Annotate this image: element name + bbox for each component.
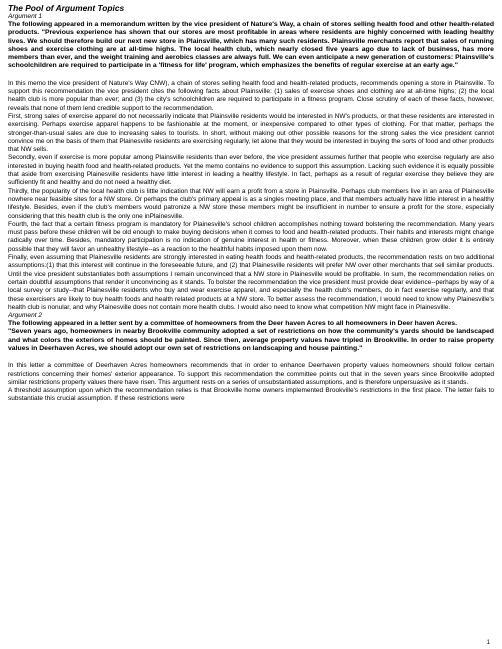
argument-2-label: Argument 2 [8,312,43,320]
argument-1-paragraph: Fourth, the fact that a certain fitness program is mandatory for Plainesville's school children accomplishes nothing toward bolstering the recommendation. Many years must pass before these children will be old enough to make buying decisions when it comes to food and health-related products. Their habits and interests might change radically over time. Besides, mandatory participation is no indication of genuine interest in health or fitness. Moreover, when these children grow older it is entirely possible that they will favor an unhealthy lifestyle--as a reaction to the healthful habits imposed upon them now. [8,220,494,253]
argument-1-prompt: The following appeared in a memorandum written by the vice president of Nature's Way, a chain of stores selling health food and other health-related products. "Previous experience has shown that our stores are most profitable in areas where residents are highly concerned with leading healthy lives. We should therefore build our next new store in Plainsville, which has many such residents. Plainsville merchants report that sales of running shoes and exercise clothing are at all-time highs. The local health club, which nearly closed five years ago due to lack of business, has more members than ever, and the weight training and aerobics classes are always full. We can even anticipate a new generation of customers: Plainsville's schoolchildren are required to participate in a 'fitness for life' program, which emphasizes the benefits of regular exercise at an early age." [8,21,494,70]
argument-2-prompt-quote: "Seven years ago, homeowners in nearby Brookville community adopted a set of restrictions on how the community's yards should be landscaped and what colors the exteriors of homes should be painted. Since then, average property values have tripled in Brookville. In order to raise property values in Deerhaven Acres, we should adopt our own set of restrictions on landscaping and house painting." [8,328,494,352]
page-number: 1 [486,640,490,646]
document-title: The Pool of Argument Topics [8,3,125,13]
argument-2-paragraph: A threshold assumption upon which the recommendation relies is that Brookville home owners implemented Brookville's restrictions in the first place. The letter fails to substantiate this crucial assumption. If these restrictions were [8,387,494,403]
argument-2-paragraph: In this letter a committee of Deerhaven Acres homeowners recommends that in order to enhance Deerhaven property values homeowners should follow certain restrictions concerning their homes' exterior appearance. To support this recommendation the committee points out that in the seven years since Brookville adopted similar restrictions property values there have risen. This argument rests on a series of unsubstantiated assumptions, and is therefore unpersuasive as it stands. [8,362,494,386]
argument-1-label: Argument 1 [8,13,43,20]
argument-1-paragraph: Secondly, even if exercise is more popular among Plainsville residents than ever before, the vice president assumes further that people who exercise regularly are also interested in buying health food and health-related products. Yet the memo contains no evidence to support this assumption. Lacking such evidence it is equally possible that aside from exercising Plainesville residents have little interest in leading a healthy lifestyle. In fact, perhaps as a result of regular exercise they believe they are sufficiently fit and healthy and do not need a healthy diet. [8,154,494,187]
argument-1-paragraph: First, strong sales of exercise apparel do not necessarily indicate that Plainsville residents would be interested in NW's products, or that these residents are interested in exercising. Perhaps exercise apparel happens to be fashionable at the moment, or inexpensive compared to other types of clothing. For that matter, perhaps the stronger-than-usual sales are due to increasing sales to tourists. In short, without making out other possible reasons for the strong sales the vice president cannot convince me on the basis of them that Plainesville residents are exercising regularly, let alone that they would be interested in buying the sorts of food and other products that NW sells. [8,112,494,154]
argument-2-prompt-intro: The following appeared in a letter sent by a committee of homeowners from the Deer haven Acres to all homeowners in Deer haven Acres. [8,320,458,328]
argument-1-paragraph: In this memo the vice president of Nature's Way CNW), a chain of stores selling health food and health-related products, recommends opening a store in Plainsville. To support this recommendation the vice president cites the following facts about Plainsville: (1) sales of exercise shoes and clothing are at all-time highs; (2) the local health club is more popular than ever; and (3) the city's schoolchildren are required to participate in a fitness program. Close scrutiny of each of these facts, however, reveals that none of them lend credible support to the recommendation. [8,79,494,112]
argument-1-paragraph: Finally, even assuming that Plainesville residents are strongly interested in eating health foods and health-related products, the recommendation rests on two additional assumptions:(1) that this interest will continue in the foreseeable future, and (2) that Plainesville residents will prefer NW over other merchants that sell similar products. Until the vice president substantiates both assumptions I remain unconvinced that a NW store in Plainesville would be profitable. In sum, the recommendation relies on certain doubtful assumptions that render it unconvincing as it stands. To bolster the recommendation the vice president must provide dear evidence--perhaps by way of a local survey or study--that Plainesville residents who buy and wear exercise apparel, and especially the health club's members, do in fact exercise regularly, and that these exercisers are likely to buy health foods and health related products at a NW store. To better assess the recommendation, I would need to know why Plainesville's health club is nonular, and why Plainesville does not contain more health clubs. I would also need to know what competition NW might face in Plainesville. [8,254,494,311]
argument-1-paragraph: Thirdly, the popularity of the local health club is little indication that NW will earn a profit from a store in Plainsville. Perhaps club members live in an area of Plainesville nowhere near feasible sites for a NW store. Or perhaps the club's primary appeal is as a singles meeting place, and that members actually have little interest in a healthy lifestyle. Besides, even if the club's members would patronize a NW store these members might be insufficient in number to ensure a profit for the store, especially considering that this health club is the only one inPlainesville. [8,187,494,220]
document-page [8,0,494,649]
